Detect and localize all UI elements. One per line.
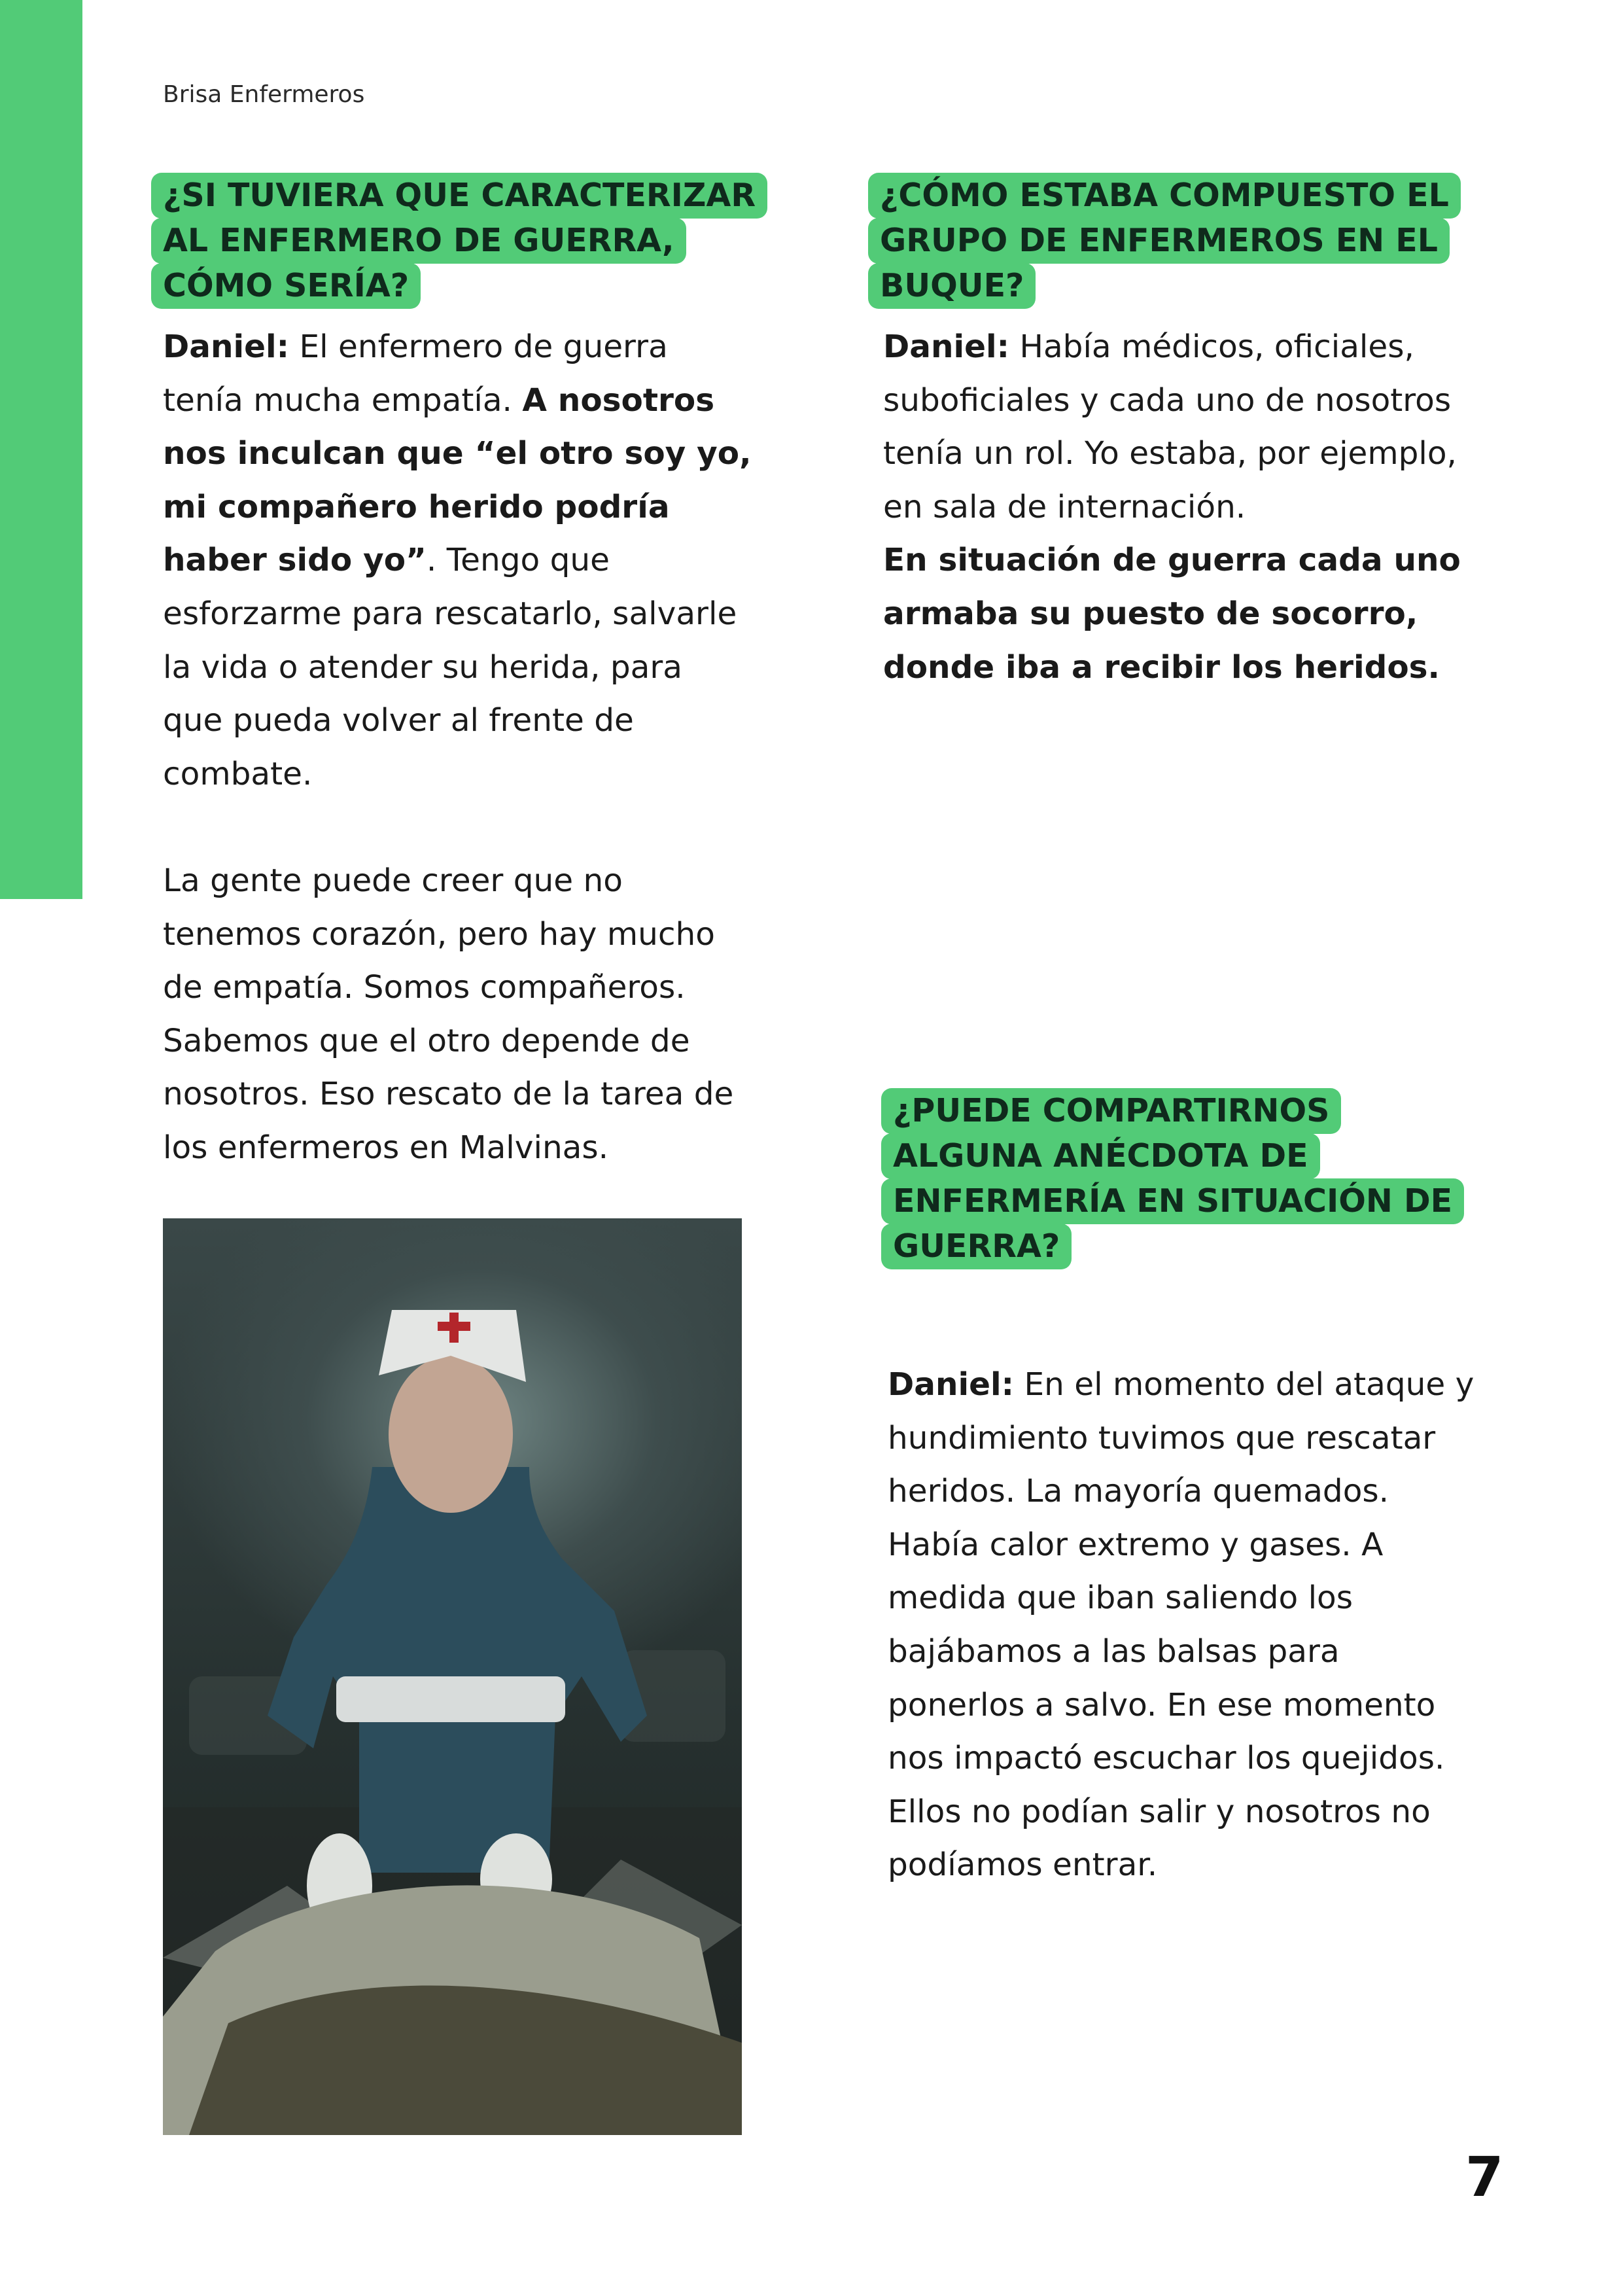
question-heading-group-composition xyxy=(868,173,1461,309)
speaker-label: Daniel: xyxy=(888,1366,1015,1403)
heading-line: BUQUE? xyxy=(868,263,1036,309)
running-header: Brisa Enfermeros xyxy=(163,81,365,108)
answer-group-composition xyxy=(883,321,1465,694)
answer-bold-text: En situación de guerra cada uno armaba su puesto de socorro, donde iba a recibir los heridos. xyxy=(883,542,1461,686)
page-number: 7 xyxy=(1465,2145,1504,2209)
heading-line: GRUPO DE ENFERMEROS EN EL xyxy=(868,218,1450,264)
nurse-illustration xyxy=(163,1218,742,2135)
heading-line: ¿CÓMO ESTABA COMPUESTO EL xyxy=(868,173,1461,219)
heading-line: GUERRA? xyxy=(881,1224,1072,1269)
answer-text: En el momento del ataque y hundimiento tuvimos que rescatar heridos. La mayoría quemados. Había calor extremo y gases. A medida que iban saliendo los bajábamos a las balsas para ponerlos a salvo. En ese momento nos impactó escuchar los quejidos. Ellos no podían salir y nosotros no podíamos entrar. xyxy=(888,1366,1475,1884)
accent-side-bar xyxy=(0,0,82,899)
answer-text: Había médicos, oficiales, suboficiales y cada uno de nosotros tenía un rol. Yo estaba, por ejemplo, en sala de internación. xyxy=(883,328,1457,525)
question-heading-anecdote xyxy=(881,1089,1464,1269)
answer-bold-paragraph xyxy=(883,534,1465,694)
heading-line: ALGUNA ANÉCDOTA DE xyxy=(881,1133,1320,1179)
speaker-label: Daniel: xyxy=(163,328,290,365)
heading-line: ENFERMERÍA EN SITUACIÓN DE xyxy=(881,1178,1464,1224)
paragraph-gap xyxy=(163,801,752,855)
heading-line: ¿PUEDE COMPARTIRNOS xyxy=(881,1088,1341,1134)
question-heading-characterize-nurse xyxy=(151,173,767,309)
heading-line: ¿SI TUVIERA QUE CARACTERIZAR xyxy=(151,173,767,219)
answer-bold-text: A nosotros nos inculcan que “el otro soy yo, mi compañero herido podría haber sido yo” xyxy=(163,381,752,579)
heading-line: AL ENFERMERO DE GUERRA, xyxy=(151,218,686,264)
answer-characterize-nurse xyxy=(163,321,752,1175)
answer-anecdote xyxy=(888,1358,1476,1892)
answer-text: El enfermero de guerra tenía mucha empatía. xyxy=(163,328,668,419)
heading-line: CÓMO SERÍA? xyxy=(151,263,421,309)
speaker-label: Daniel: xyxy=(883,328,1010,365)
answer-paragraph xyxy=(163,321,752,801)
answer-text: . Tengo que esforzarme para rescatarlo, salvarle la vida o atender su herida, para que pueda volver al frente de combate. xyxy=(163,542,737,792)
nurse-photo xyxy=(163,1218,742,2135)
answer-paragraph xyxy=(888,1358,1476,1892)
answer-paragraph: La gente puede creer que no tenemos corazón, pero hay mucho de empatía. Somos compañeros. Sabemos que el otro depende de nosotros. Eso rescato de la tarea de los enfermeros en Malvinas. xyxy=(163,862,734,1166)
answer-paragraph xyxy=(883,321,1465,534)
